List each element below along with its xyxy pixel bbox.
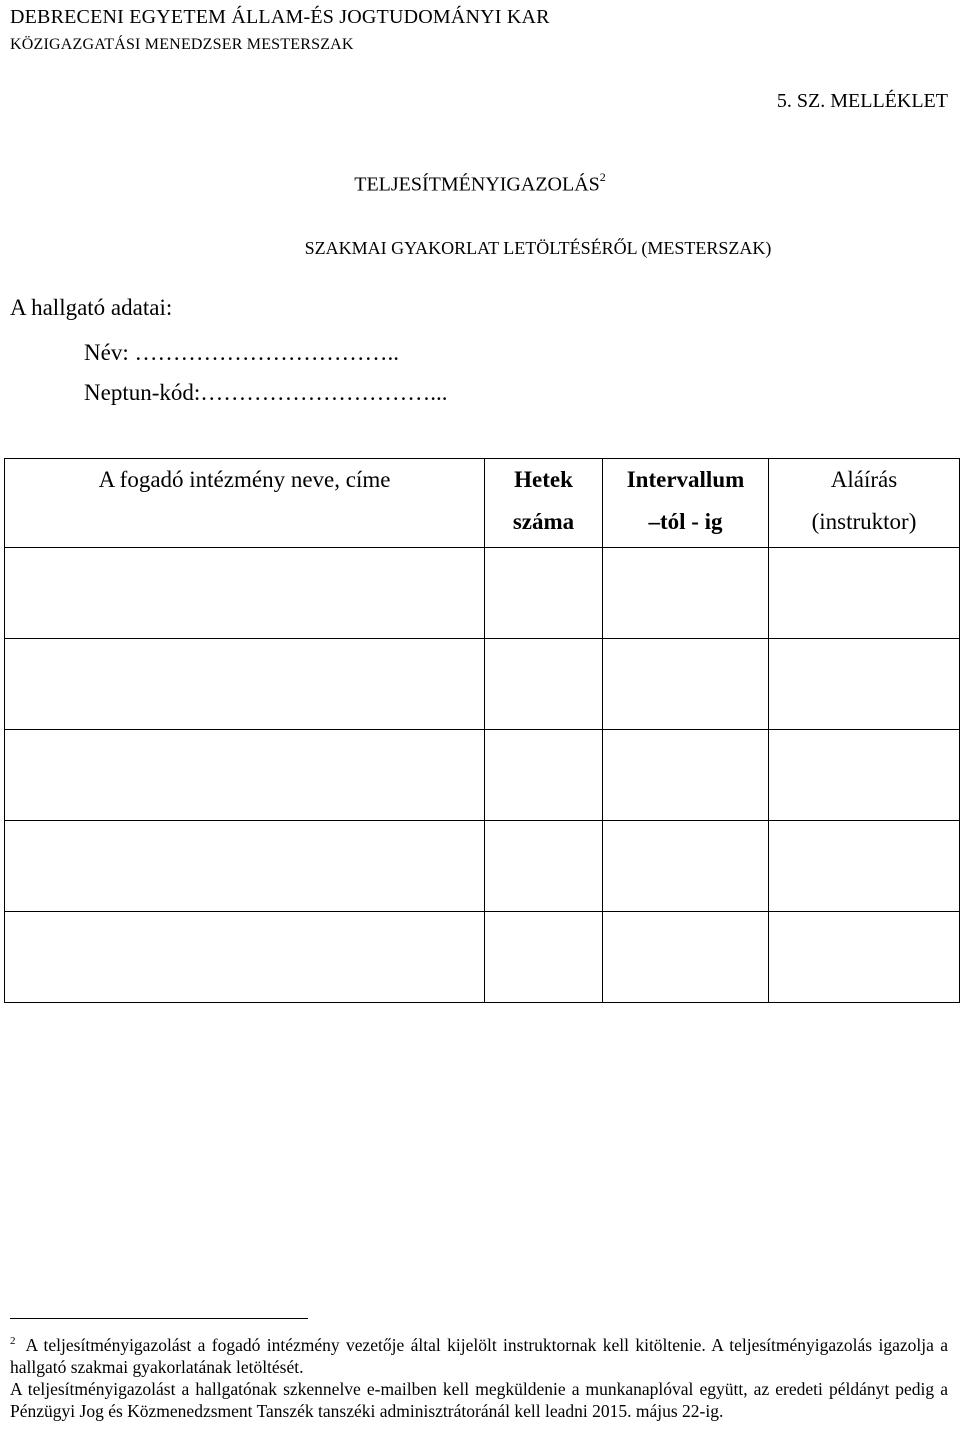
table-row <box>5 821 960 912</box>
table-cell[interactable] <box>5 821 485 912</box>
table-row <box>5 912 960 1003</box>
table-cell[interactable] <box>769 548 960 639</box>
internship-table <box>4 458 960 1003</box>
footnote-paragraph-2: A teljesítményigazolást a hallgatónak szkennelve e-mailben kell megküldenie a munkanaplóval együtt, az eredeti példányt pedig a Pénzügyi Jog és Közmenedzsment Tanszék tanszéki adminisztrátoránál kell leadni 2015. május 22-ig. <box>10 1378 948 1421</box>
table-cell[interactable] <box>485 548 603 639</box>
program-header: KÖZIGAZGATÁSI MENEDZSER MESTERSZAK <box>10 36 354 53</box>
title-text: TELJESÍTMÉNYIGAZOLÁS <box>354 173 600 196</box>
column-header-signature: Aláírás (instruktor) <box>769 459 960 548</box>
table-cell[interactable] <box>603 639 769 730</box>
table-cell[interactable] <box>769 639 960 730</box>
student-section-label: A hallgató adatai: <box>10 295 173 320</box>
table-row <box>5 730 960 821</box>
column-header-interval: Intervallum –tól - ig <box>603 459 769 548</box>
table-cell[interactable] <box>603 730 769 821</box>
neptun-code-field: Neptun-kód:…………………………... <box>84 380 448 405</box>
footnote-mark: 2 <box>10 1335 16 1347</box>
table-row <box>5 548 960 639</box>
table-row <box>5 639 960 730</box>
table-cell[interactable] <box>485 730 603 821</box>
document-subtitle: SZAKMAI GYAKORLAT LETÖLTÉSÉRŐL (MESTERSZAK) <box>304 238 772 258</box>
university-header: DEBRECENI EGYETEM ÁLLAM-ÉS JOGTUDOMÁNYI KAR <box>10 6 550 28</box>
table-cell[interactable] <box>485 639 603 730</box>
table-cell[interactable] <box>5 639 485 730</box>
table-cell[interactable] <box>769 912 960 1003</box>
table-cell[interactable] <box>5 912 485 1003</box>
table-cell[interactable] <box>485 912 603 1003</box>
table-cell[interactable] <box>603 912 769 1003</box>
column-header-weeks: Hetek száma <box>485 459 603 548</box>
footnote-separator <box>10 1318 308 1319</box>
column-header-institution: A fogadó intézmény neve, címe <box>5 459 485 548</box>
table-cell[interactable] <box>769 821 960 912</box>
table-cell[interactable] <box>5 548 485 639</box>
annex-label: 5. SZ. MELLÉKLET <box>776 90 948 112</box>
title-footnote-mark: 2 <box>599 170 606 184</box>
table-cell[interactable] <box>603 548 769 639</box>
footnote <box>10 1330 948 1422</box>
table-cell[interactable] <box>603 821 769 912</box>
table-cell[interactable] <box>5 730 485 821</box>
document-title <box>0 172 960 197</box>
table-cell[interactable] <box>769 730 960 821</box>
footnote-paragraph-1: $^2$ A teljesítményigazolást a fogadó intézmény vezetője által kijelölt instruktornak kell kitöltenie. A teljesítményigazolás igazolja a hallgató szakmai gyakorlatának letöltését. <box>10 1334 948 1377</box>
table-cell[interactable] <box>485 821 603 912</box>
table-header-row <box>5 459 960 548</box>
name-field: Név: …………………………….. <box>84 340 399 365</box>
